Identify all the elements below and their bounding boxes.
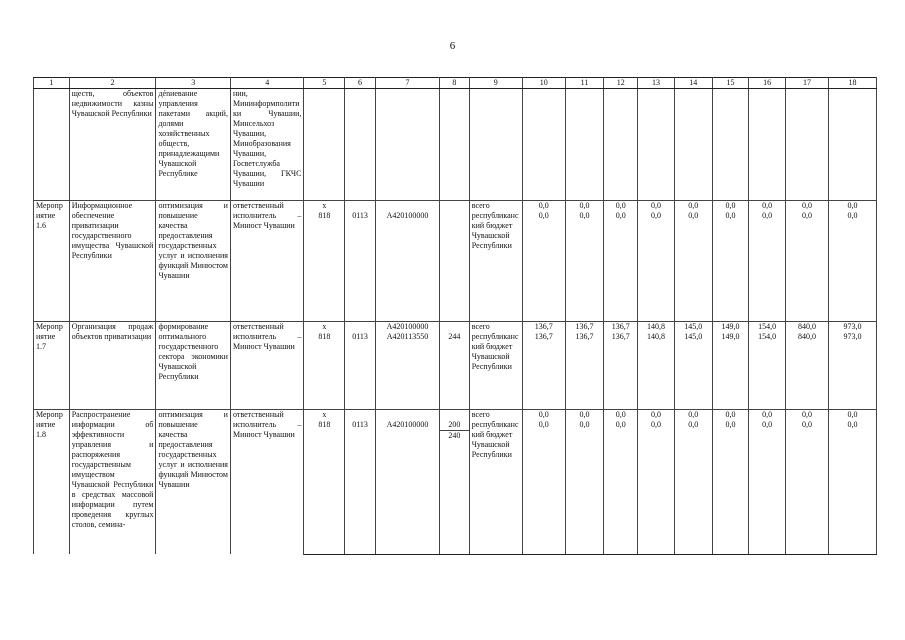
cell-value: 0,0 xyxy=(749,211,786,321)
cell-col1 xyxy=(34,89,70,201)
empty-cell xyxy=(469,89,522,201)
cell-csr xyxy=(375,201,439,212)
cell-executor: ответственный исполнитель – Минюст Чувашии xyxy=(230,201,303,322)
empty-cell xyxy=(375,89,439,201)
cell-object: Информационное обеспечение приватизации государственного имущества Чувашской Республики xyxy=(69,201,156,322)
cell-source: всего xyxy=(469,201,522,212)
cell-executor: ответственный исполнитель – Минюст Чувашии xyxy=(230,321,303,410)
header-cell: 15 xyxy=(712,78,749,89)
cell-value: 0,0 xyxy=(522,410,565,421)
cell-value: 0,0 xyxy=(674,211,712,321)
cell-value: 840,0 xyxy=(786,321,829,332)
cell-value: 136,7 xyxy=(522,321,565,332)
cell-value: 0,0 xyxy=(749,410,786,421)
cell-value: 0,0 xyxy=(786,410,829,421)
cell-goal: формирование оптимального государственного сектора экономики Чувашской Республики xyxy=(156,321,231,410)
empty-cell xyxy=(604,89,638,201)
cell-vr: 244 xyxy=(440,332,470,410)
cell-csr: А420100000 xyxy=(375,420,439,554)
header-cell: 2 xyxy=(69,78,156,89)
empty-cell xyxy=(712,89,749,201)
header-cell: 3 xyxy=(156,78,231,89)
cell-value: 0,0 xyxy=(712,410,749,421)
cell-rzpr xyxy=(345,321,376,332)
empty-cell xyxy=(749,89,786,201)
header-cell: 10 xyxy=(522,78,565,89)
table-row-continuation xyxy=(34,89,877,201)
empty-cell xyxy=(786,89,829,201)
cell-value: 0,0 xyxy=(786,420,829,554)
cell-vr xyxy=(440,420,470,554)
empty-cell xyxy=(565,89,604,201)
empty-cell xyxy=(522,89,565,201)
cell-source: всего xyxy=(469,321,522,332)
table-row xyxy=(34,321,877,332)
cell-value: 0,0 xyxy=(674,410,712,421)
cell-rzpr xyxy=(345,410,376,421)
cell-value: 0,0 xyxy=(522,420,565,554)
cell-rzpr: 0113 xyxy=(345,211,376,321)
cell-grbs: x xyxy=(304,321,345,332)
cell-value: 0,0 xyxy=(749,201,786,212)
header-cell: 13 xyxy=(638,78,675,89)
cell-vr xyxy=(440,410,470,421)
header-cell: 5 xyxy=(304,78,345,89)
cell-value: 0,0 xyxy=(638,420,675,554)
empty-cell xyxy=(828,89,876,201)
cell-value: 0,0 xyxy=(522,201,565,212)
cell-goal: дénиевание управления пакетами акций, долями хозяйственных обществ, принадлежащими Чувашской Республике xyxy=(156,89,231,201)
cell-value: 149,0 xyxy=(712,332,749,410)
cell-value: 0,0 xyxy=(828,420,876,554)
cell-value: 0,0 xyxy=(828,201,876,212)
cell-value: 145,0 xyxy=(674,321,712,332)
cell-value: 0,0 xyxy=(638,410,675,421)
header-cell: 8 xyxy=(440,78,470,89)
empty-cell xyxy=(638,89,675,201)
cell-vr-bottom: 240 xyxy=(440,430,469,441)
header-cell: 7 xyxy=(375,78,439,89)
cell-goal: оптимизация и повышение качества предоставления государственных услуг и исполнения функций Минюстом Чувашии xyxy=(156,201,231,322)
cell-csr: А420100000 xyxy=(375,211,439,321)
cell-value: 973,0 xyxy=(828,332,876,410)
cell-goal: оптимизация и повышение качества предоставления государственных услуг и исполнения функций Минюстом Чувашии xyxy=(156,410,231,555)
cell-grbs: x xyxy=(304,201,345,212)
cell-value: 0,0 xyxy=(638,201,675,212)
cell-csr: А420100000 xyxy=(375,321,439,332)
cell-value: 0,0 xyxy=(674,201,712,212)
header-cell: 9 xyxy=(469,78,522,89)
header-cell: 16 xyxy=(749,78,786,89)
cell-value: 0,0 xyxy=(712,201,749,212)
cell-value: 0,0 xyxy=(638,211,675,321)
cell-source: всего xyxy=(469,410,522,421)
cell-value: 0,0 xyxy=(674,420,712,554)
cell-object: Распространение информации об эффективности управления и распоряжения государственным имуществом Чувашской Республики в средствах массовой информации путем проведения круглых столов, семина- xyxy=(69,410,156,555)
cell-value: 0,0 xyxy=(565,410,604,421)
cell-value: 0,0 xyxy=(828,211,876,321)
cell-value: 0,0 xyxy=(749,420,786,554)
cell-executor: ответственный исполнитель – Минюст Чувашии xyxy=(230,410,303,555)
budget-table xyxy=(33,77,877,555)
cell-rzpr: 0113 xyxy=(345,420,376,554)
cell-value: 154,0 xyxy=(749,332,786,410)
header-cell: 6 xyxy=(345,78,376,89)
cell-csr xyxy=(375,410,439,421)
cell-value: 0,0 xyxy=(828,410,876,421)
cell-value: 136,7 xyxy=(604,332,638,410)
cell-value: 149,0 xyxy=(712,321,749,332)
cell-csr: А420113550 xyxy=(375,332,439,410)
cell-value: 136,7 xyxy=(522,332,565,410)
empty-cell xyxy=(674,89,712,201)
cell-grbs: 818 xyxy=(304,420,345,554)
cell-value: 145,0 xyxy=(674,332,712,410)
cell-vr xyxy=(440,211,470,321)
cell-value: 136,7 xyxy=(604,321,638,332)
empty-cell xyxy=(345,89,376,201)
page-number: 6 xyxy=(449,40,456,52)
cell-measure: Мероприятие 1.7 xyxy=(34,321,70,410)
header-cell: 12 xyxy=(604,78,638,89)
cell-value: 973,0 xyxy=(828,321,876,332)
cell-grbs: 818 xyxy=(304,211,345,321)
cell-value: 154,0 xyxy=(749,321,786,332)
header-cell: 17 xyxy=(786,78,829,89)
cell-value: 0,0 xyxy=(786,201,829,212)
cell-grbs: 818 xyxy=(304,332,345,410)
cell-value: 0,0 xyxy=(604,211,638,321)
cell-value: 140,8 xyxy=(638,332,675,410)
cell-measure: Мероприятие 1.8 xyxy=(34,410,70,555)
table-row xyxy=(34,201,877,212)
header-cell: 18 xyxy=(828,78,876,89)
cell-value: 0,0 xyxy=(565,420,604,554)
cell-vr xyxy=(440,321,470,332)
cell-value: 0,0 xyxy=(565,211,604,321)
cell-measure: Мероприятие 1.6 xyxy=(34,201,70,322)
cell-value: 0,0 xyxy=(786,211,829,321)
cell-executor: нии, Мининформполитики Чувашии, Минсельхоз Чувашии, Минобразования Чувашии, Госветслужба Чувашии, ГКЧС Чувашии xyxy=(230,89,303,201)
table-row xyxy=(34,410,877,421)
cell-object: ществ, объектов недвижимости казны Чувашской Республики xyxy=(69,89,156,201)
cell-value: 0,0 xyxy=(604,201,638,212)
header-cell: 1 xyxy=(34,78,70,89)
cell-rzpr: 0113 xyxy=(345,332,376,410)
cell-value: 136,7 xyxy=(565,321,604,332)
cell-value: 840,0 xyxy=(786,332,829,410)
header-cell: 14 xyxy=(674,78,712,89)
cell-grbs: x xyxy=(304,410,345,421)
cell-object: Организация продаж объектов приватизации xyxy=(69,321,156,410)
cell-source: республиканский бюджет Чувашской Республики xyxy=(469,420,522,554)
cell-vr xyxy=(440,201,470,212)
cell-value: 0,0 xyxy=(604,410,638,421)
empty-cell xyxy=(304,89,345,201)
cell-value: 140,8 xyxy=(638,321,675,332)
cell-value: 0,0 xyxy=(712,420,749,554)
cell-vr-top: 200 xyxy=(448,420,461,429)
cell-value: 0,0 xyxy=(565,201,604,212)
cell-value: 136,7 xyxy=(565,332,604,410)
cell-value: 0,0 xyxy=(604,420,638,554)
cell-source: республиканский бюджет Чувашской Республики xyxy=(469,332,522,410)
cell-source: республиканский бюджет Чувашской Республики xyxy=(469,211,522,321)
cell-value: 0,0 xyxy=(712,211,749,321)
header-cell: 11 xyxy=(565,78,604,89)
table-header-row xyxy=(34,78,877,89)
cell-rzpr xyxy=(345,201,376,212)
empty-cell xyxy=(440,89,470,201)
header-cell: 4 xyxy=(230,78,303,89)
cell-value: 0,0 xyxy=(522,211,565,321)
